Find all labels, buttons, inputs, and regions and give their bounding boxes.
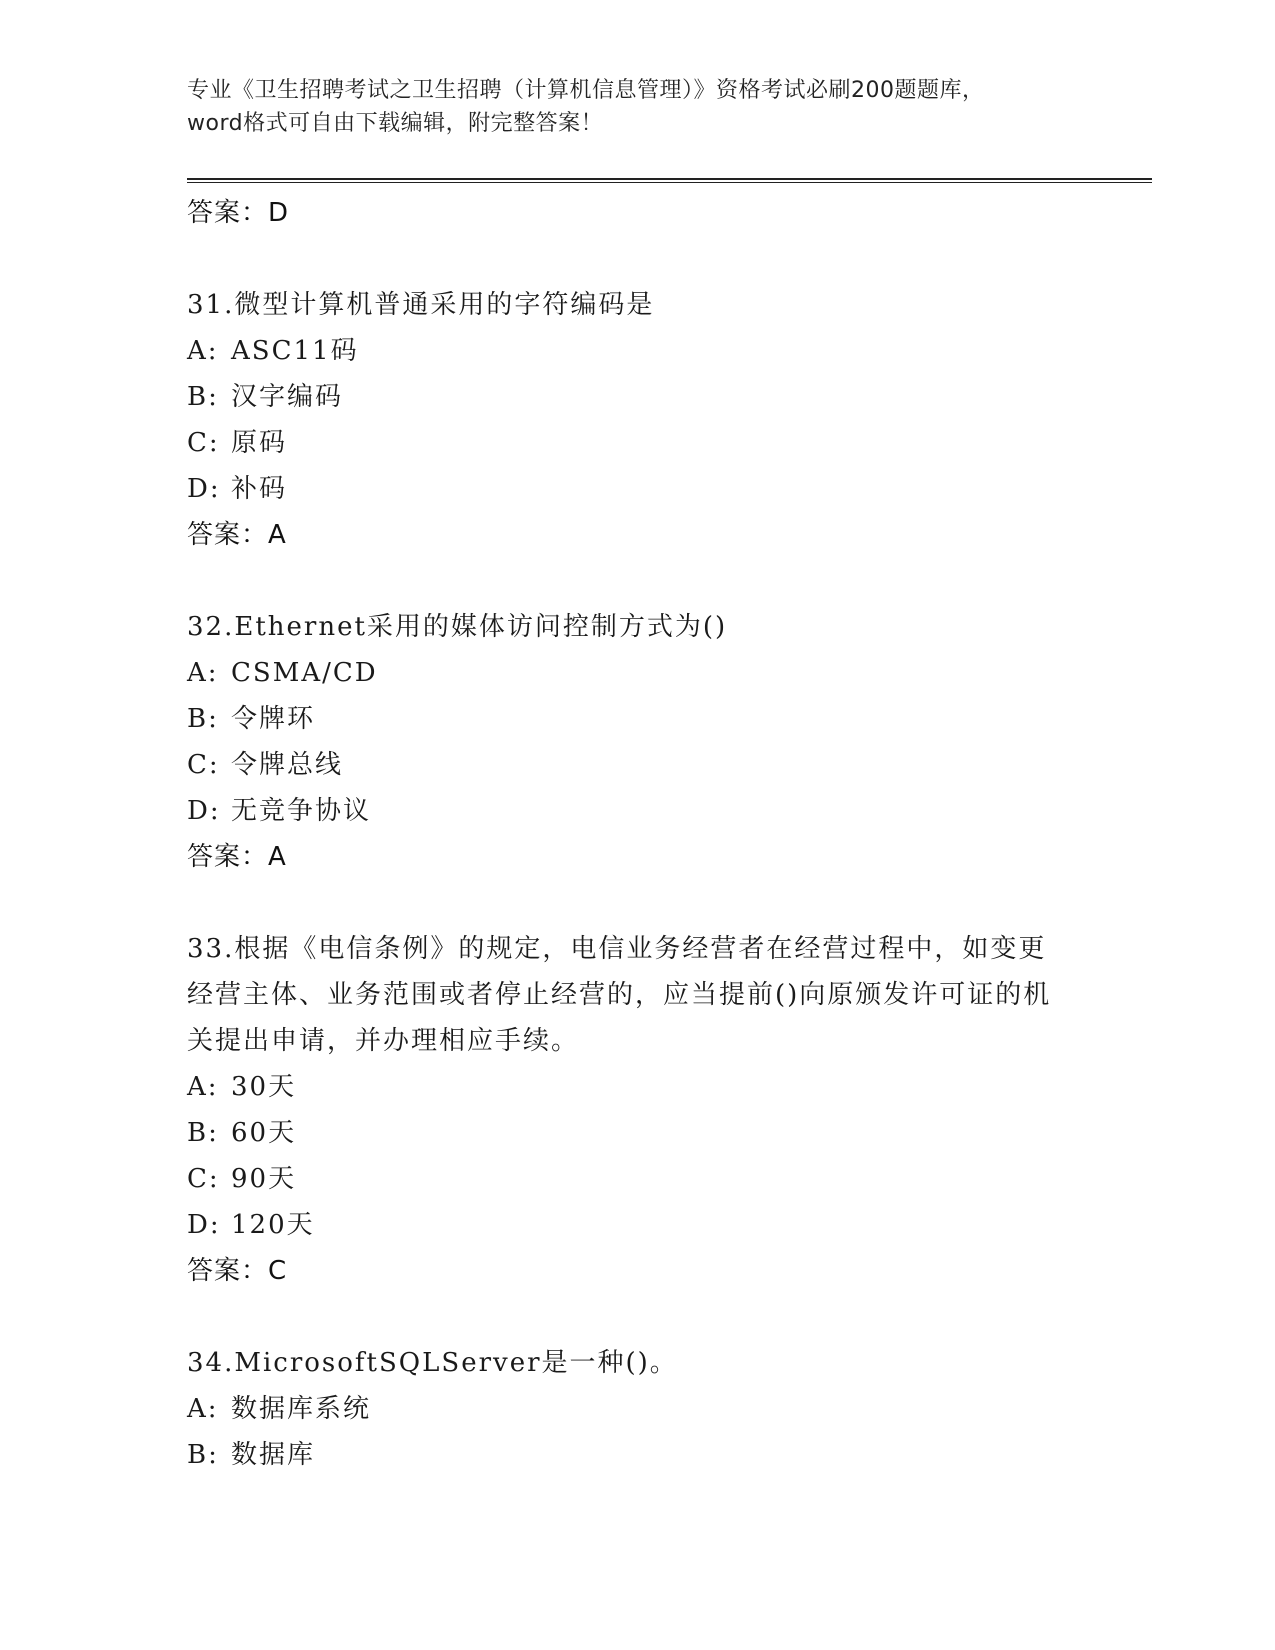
option-c — [187, 1156, 1067, 1202]
spacer — [187, 880, 1067, 926]
header-line-2: word格式可自由下载编辑，附完整答案！ — [187, 111, 604, 136]
option-text: 数据库系统 — [231, 1394, 372, 1424]
question-stem: 33.根据《电信条例》的规定，电信业务经营者在经营过程中，如变更经营主体、业务范围或者停止经营的，应当提前()向原颁发许可证的机关提出申请，并办理相应手续。 — [187, 934, 1052, 1056]
question-stem: 32.Ethernet采用的媒体访问控制方式为() — [187, 612, 728, 642]
answer-label: 答案：A — [187, 520, 287, 550]
question-stem: 31.微型计算机普通采用的字符编码是 — [187, 290, 655, 320]
option-b — [187, 1110, 1067, 1156]
question-list — [187, 190, 1067, 1478]
option-letter: A: — [187, 336, 219, 366]
option-letter: D: — [187, 474, 221, 504]
option-letter: B: — [187, 704, 219, 734]
option-letter: D: — [187, 796, 221, 826]
option-text: 60天 — [231, 1118, 297, 1148]
question-block — [187, 604, 1067, 880]
spacer — [187, 236, 1067, 282]
header-divider — [187, 178, 1152, 183]
option-text: 30天 — [231, 1072, 297, 1102]
option-d — [187, 788, 1067, 834]
option-text: 无竞争协议 — [231, 796, 372, 826]
option-a — [187, 328, 1067, 374]
option-d — [187, 466, 1067, 512]
question-block — [187, 1340, 1067, 1478]
question-stem: 34.MicrosoftSQLServer是一种()。 — [187, 1348, 678, 1378]
option-letter: A: — [187, 1072, 219, 1102]
option-text: 数据库 — [231, 1440, 316, 1470]
document-header — [187, 74, 1087, 140]
option-letter: A: — [187, 1394, 219, 1424]
option-letter: A: — [187, 658, 219, 688]
option-b — [187, 696, 1067, 742]
option-text: 汉字编码 — [231, 382, 344, 412]
option-a — [187, 1386, 1067, 1432]
spacer — [187, 1294, 1067, 1340]
option-a — [187, 1064, 1067, 1110]
header-line-1: 专业《卫生招聘考试之卫生招聘（计算机信息管理）》资格考试必刷200题题库， — [187, 78, 985, 103]
answer-label: 答案：C — [187, 1256, 288, 1286]
question-block — [187, 926, 1067, 1294]
option-text: 令牌总线 — [231, 750, 344, 780]
option-b — [187, 374, 1067, 420]
option-text: CSMA/CD — [231, 658, 378, 688]
option-a — [187, 650, 1067, 696]
option-letter: D: — [187, 1210, 221, 1240]
option-c — [187, 420, 1067, 466]
option-letter: C: — [187, 1164, 220, 1194]
option-letter: C: — [187, 428, 220, 458]
option-text: 补码 — [231, 474, 288, 504]
option-text: 原码 — [231, 428, 288, 458]
option-text: 90天 — [231, 1164, 297, 1194]
option-c — [187, 742, 1067, 788]
option-b — [187, 1432, 1067, 1478]
option-letter: B: — [187, 1118, 219, 1148]
answer-label: 答案：D — [187, 198, 290, 228]
option-text: 令牌环 — [231, 704, 316, 734]
spacer — [187, 558, 1067, 604]
option-letter: B: — [187, 1440, 219, 1470]
option-text: ASC11码 — [231, 336, 359, 366]
question-block — [187, 282, 1067, 558]
option-text: 120天 — [231, 1210, 315, 1240]
answer-label: 答案：A — [187, 842, 287, 872]
option-d — [187, 1202, 1067, 1248]
option-letter: C: — [187, 750, 220, 780]
option-letter: B: — [187, 382, 219, 412]
